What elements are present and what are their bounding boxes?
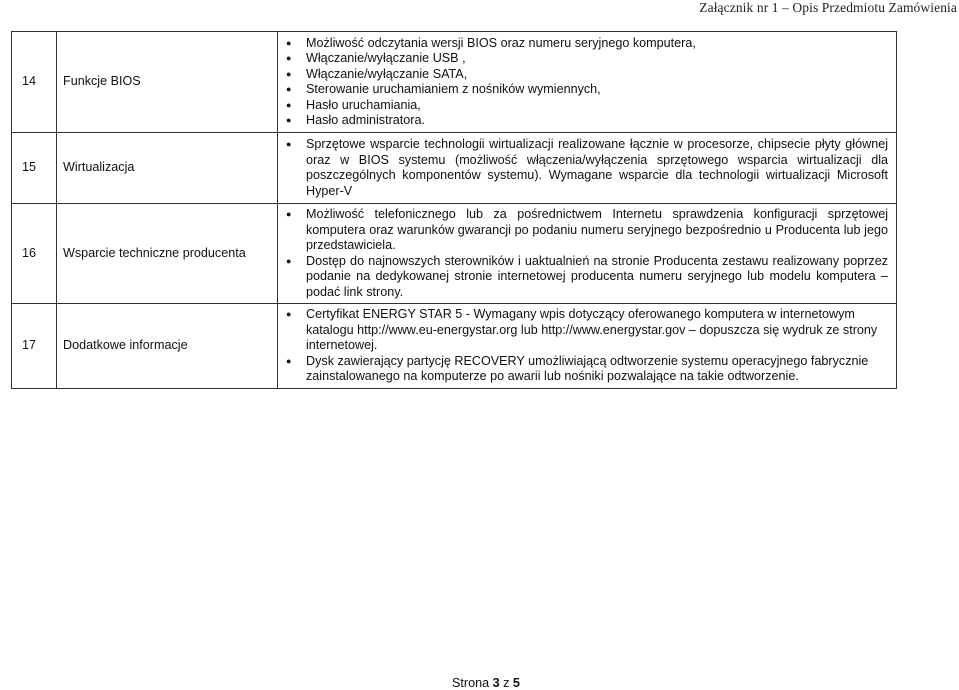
list-item: ● Dysk zawierający partycję RECOVERY umożliwiającą odtworzenie systemu operacyjnego fabrycznie zainstalowanego na komputerze po awarii lub nośniki pozwalające na takie odtworzenie. xyxy=(278,354,888,385)
row-number: 17 xyxy=(12,304,57,389)
table-row xyxy=(12,304,897,389)
list-item: ● Certyfikat ENERGY STAR 5 - Wymagany wpis dotyczący oferowanego komputera w internetowym katalogu http://www.eu-energystar.org lub http://www.energystar.gov – dopuszcza się wydruk ze strony internetowej. xyxy=(278,307,888,354)
page-footer xyxy=(452,676,520,690)
footer-prefix: Strona xyxy=(452,676,490,690)
table-row xyxy=(12,204,897,304)
row-content xyxy=(278,133,897,204)
bullet-list xyxy=(278,307,888,385)
list-item: ● Możliwość telefonicznego lub za pośrednictwem Internetu sprawdzenia konfiguracji sprzętowej komputera oraz warunków gwarancji po podaniu numeru seryjnego bezpośrednio u Producenta lub jego przedstawiciela. xyxy=(278,207,888,254)
table-row xyxy=(12,133,897,204)
bullet-list xyxy=(278,36,888,129)
list-item: ● Sprzętowe wsparcie technologii wirtualizacji realizowane łącznie w procesorze, chipsecie płyty głównej oraz w BIOS systemu (możliwość włączenia/wyłączenia sprzętowego wsparcia wirtualizacji dla poszczególnych komponentów systemu). Wymagane wsparcie dla technologii wirtualizacji Microsoft Hyper-V xyxy=(278,137,888,199)
list-item: ● Włączanie/wyłączanie USB , xyxy=(278,51,888,67)
row-number: 16 xyxy=(12,204,57,304)
footer-total-pages: 5 xyxy=(512,676,520,690)
row-number: 15 xyxy=(12,133,57,204)
row-content xyxy=(278,304,897,389)
row-name: Dodatkowe informacje xyxy=(57,304,278,389)
row-content xyxy=(278,204,897,304)
list-item: ● Hasło uruchamiania, xyxy=(278,98,888,114)
table-row xyxy=(12,32,897,133)
specification-table xyxy=(11,31,897,389)
list-item: ● Dostęp do najnowszych sterowników i uaktualnień na stronie Producenta zestawu realizowany poprzez podanie na dedykowanej stronie internetowej producenta numeru seryjnego lub modelu komputera – podać link strony. xyxy=(278,254,888,301)
list-item: ● Możliwość odczytania wersji BIOS oraz numeru seryjnego komputera, xyxy=(278,36,888,52)
bullet-list xyxy=(278,137,888,199)
list-item: ● Sterowanie uruchamianiem z nośników wymiennych, xyxy=(278,82,888,98)
bullet-list xyxy=(278,207,888,300)
row-name: Wirtualizacja xyxy=(57,133,278,204)
row-name: Funkcje BIOS xyxy=(57,32,278,133)
list-item: ● Hasło administratora. xyxy=(278,113,888,129)
footer-page-number: 3 xyxy=(492,676,500,690)
row-content xyxy=(278,32,897,133)
row-number: 14 xyxy=(12,32,57,133)
document-header-title: Załącznik nr 1 – Opis Przedmiotu Zamówienia xyxy=(699,0,957,15)
row-name: Wsparcie techniczne producenta xyxy=(57,204,278,304)
list-item: ● Włączanie/wyłączanie SATA, xyxy=(278,67,888,83)
footer-separator: z xyxy=(503,676,510,690)
